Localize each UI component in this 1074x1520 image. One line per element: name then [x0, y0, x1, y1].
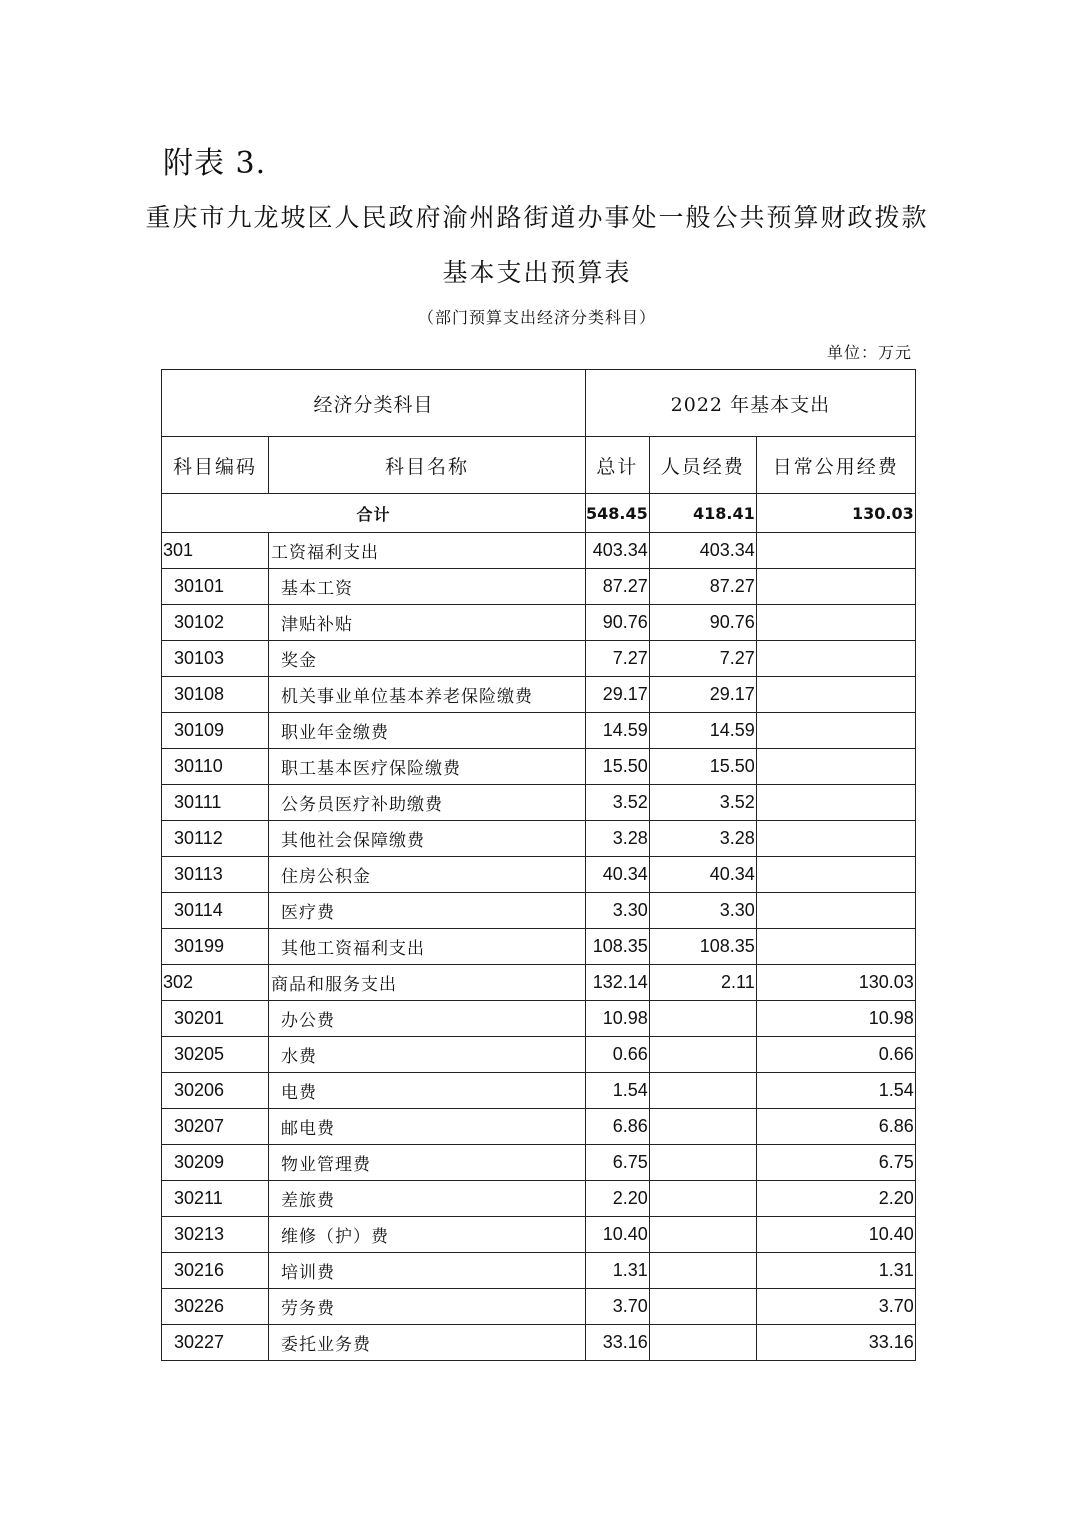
- row-name: 维修（护）费: [269, 1217, 586, 1253]
- row-total: 132.14: [586, 965, 650, 1001]
- row-name: 物业管理费: [269, 1145, 586, 1181]
- table-row: [162, 1289, 916, 1325]
- row-personnel: 3.30: [649, 893, 756, 929]
- row-public: 3.70: [756, 1289, 915, 1325]
- row-total: 6.75: [586, 1145, 650, 1181]
- row-total: 0.66: [586, 1037, 650, 1073]
- table-row: [162, 1253, 916, 1289]
- row-code: 30114: [162, 893, 269, 929]
- row-code: 30207: [162, 1109, 269, 1145]
- row-public: [756, 569, 915, 605]
- row-personnel: [649, 1289, 756, 1325]
- row-name: 商品和服务支出: [269, 965, 586, 1001]
- row-personnel: 2.11: [649, 965, 756, 1001]
- row-code: 30216: [162, 1253, 269, 1289]
- row-public: 2.20: [756, 1181, 915, 1217]
- row-code: 30108: [162, 677, 269, 713]
- row-public: [756, 713, 915, 749]
- row-code: 30101: [162, 569, 269, 605]
- document-title-line1: 重庆市九龙坡区人民政府渝州路街道办事处一般公共预算财政拨款: [145, 203, 929, 232]
- row-name: 公务员医疗补助缴费: [269, 785, 586, 821]
- row-total: 33.16: [586, 1325, 650, 1361]
- row-total: 1.31: [586, 1253, 650, 1289]
- budget-table: [161, 369, 916, 1361]
- row-public: 1.31: [756, 1253, 915, 1289]
- table-row: [162, 749, 916, 785]
- row-name: 差旅费: [269, 1181, 586, 1217]
- document-title-line2: 基本支出预算表: [442, 258, 632, 287]
- table-row: [162, 785, 916, 821]
- table-row: [162, 641, 916, 677]
- table-row: [162, 1145, 916, 1181]
- row-public: [756, 641, 915, 677]
- row-personnel: [649, 1037, 756, 1073]
- row-name: 工资福利支出: [269, 533, 586, 569]
- row-public: 1.54: [756, 1073, 915, 1109]
- row-personnel: [649, 1181, 756, 1217]
- table-row: [162, 965, 916, 1001]
- row-personnel: 29.17: [649, 677, 756, 713]
- row-code: 30113: [162, 857, 269, 893]
- row-name: 电费: [269, 1073, 586, 1109]
- column-header-name: 科目名称: [269, 437, 586, 494]
- row-total: 108.35: [586, 929, 650, 965]
- row-code: 30213: [162, 1217, 269, 1253]
- row-personnel: 108.35: [649, 929, 756, 965]
- row-total: 10.40: [586, 1217, 650, 1253]
- table-row: [162, 1037, 916, 1073]
- row-code: 30110: [162, 749, 269, 785]
- row-personnel: [649, 1253, 756, 1289]
- table-row: [162, 677, 916, 713]
- row-total: 15.50: [586, 749, 650, 785]
- row-public: 10.40: [756, 1217, 915, 1253]
- row-public: [756, 857, 915, 893]
- row-personnel: 90.76: [649, 605, 756, 641]
- row-name: 奖金: [269, 641, 586, 677]
- row-name: 职工基本医疗保险缴费: [269, 749, 586, 785]
- row-personnel: [649, 1073, 756, 1109]
- row-code: 30201: [162, 1001, 269, 1037]
- row-code: 30227: [162, 1325, 269, 1361]
- row-code: 301: [162, 533, 269, 569]
- row-code: 30226: [162, 1289, 269, 1325]
- total-total: 548.45: [586, 494, 650, 533]
- row-public: [756, 533, 915, 569]
- row-public: 0.66: [756, 1037, 915, 1073]
- row-total: 29.17: [586, 677, 650, 713]
- row-name: 津贴补贴: [269, 605, 586, 641]
- row-public: 6.86: [756, 1109, 915, 1145]
- row-personnel: [649, 1217, 756, 1253]
- row-name: 邮电费: [269, 1109, 586, 1145]
- table-row: [162, 1001, 916, 1037]
- row-name: 机关事业单位基本养老保险缴费: [269, 677, 586, 713]
- row-name: 委托业务费: [269, 1325, 586, 1361]
- row-total: 10.98: [586, 1001, 650, 1037]
- column-header-code: 科目编码: [162, 437, 269, 494]
- row-code: 302: [162, 965, 269, 1001]
- column-header-personnel: 人员经费: [649, 437, 756, 494]
- row-name: 办公费: [269, 1001, 586, 1037]
- row-code: 30211: [162, 1181, 269, 1217]
- row-public: [756, 605, 915, 641]
- row-code: 30209: [162, 1145, 269, 1181]
- row-personnel: 3.52: [649, 785, 756, 821]
- group-header-year: 2022 年基本支出: [586, 370, 916, 437]
- total-label: 合计: [162, 494, 586, 533]
- group-header-category: 经济分类科目: [162, 370, 586, 437]
- row-personnel: [649, 1001, 756, 1037]
- row-code: 30206: [162, 1073, 269, 1109]
- table-row: [162, 1109, 916, 1145]
- row-personnel: 14.59: [649, 713, 756, 749]
- row-code: 30111: [162, 785, 269, 821]
- row-name: 住房公积金: [269, 857, 586, 893]
- table-row: [162, 713, 916, 749]
- row-personnel: 15.50: [649, 749, 756, 785]
- table-row: [162, 1181, 916, 1217]
- row-public: [756, 785, 915, 821]
- row-personnel: [649, 1145, 756, 1181]
- row-name: 职业年金缴费: [269, 713, 586, 749]
- row-name: 水费: [269, 1037, 586, 1073]
- row-public: [756, 677, 915, 713]
- row-code: 30112: [162, 821, 269, 857]
- row-personnel: 3.28: [649, 821, 756, 857]
- row-total: 14.59: [586, 713, 650, 749]
- table-row: [162, 533, 916, 569]
- table-row: [162, 929, 916, 965]
- row-total: 2.20: [586, 1181, 650, 1217]
- row-total: 40.34: [586, 857, 650, 893]
- row-total: 403.34: [586, 533, 650, 569]
- row-code: 30205: [162, 1037, 269, 1073]
- row-name: 基本工资: [269, 569, 586, 605]
- group-header-row: [162, 370, 916, 437]
- row-name: 其他社会保障缴费: [269, 821, 586, 857]
- table-row: [162, 605, 916, 641]
- row-personnel: [649, 1109, 756, 1145]
- column-header-row: [162, 437, 916, 494]
- row-code: 30102: [162, 605, 269, 641]
- row-code: 30109: [162, 713, 269, 749]
- row-public: 33.16: [756, 1325, 915, 1361]
- row-total: 3.52: [586, 785, 650, 821]
- total-row: [162, 494, 916, 533]
- row-personnel: 403.34: [649, 533, 756, 569]
- row-public: 130.03: [756, 965, 915, 1001]
- table-row: [162, 893, 916, 929]
- table-row: [162, 1073, 916, 1109]
- total-personnel: 418.41: [649, 494, 756, 533]
- row-total: 7.27: [586, 641, 650, 677]
- row-name: 劳务费: [269, 1289, 586, 1325]
- row-name: 培训费: [269, 1253, 586, 1289]
- unit-label: 单位：万元: [826, 343, 912, 362]
- table-row: [162, 821, 916, 857]
- row-public: [756, 749, 915, 785]
- row-total: 3.28: [586, 821, 650, 857]
- row-total: 87.27: [586, 569, 650, 605]
- row-name: 其他工资福利支出: [269, 929, 586, 965]
- row-total: 3.30: [586, 893, 650, 929]
- table-row: [162, 1325, 916, 1361]
- row-personnel: 7.27: [649, 641, 756, 677]
- column-header-public: 日常公用经费: [756, 437, 915, 494]
- row-public: 6.75: [756, 1145, 915, 1181]
- column-header-total: 总计: [586, 437, 650, 494]
- row-personnel: [649, 1325, 756, 1361]
- row-public: [756, 821, 915, 857]
- row-total: 3.70: [586, 1289, 650, 1325]
- row-total: 6.86: [586, 1109, 650, 1145]
- row-personnel: 40.34: [649, 857, 756, 893]
- appendix-label: 附表 3.: [163, 146, 267, 181]
- table-row: [162, 1217, 916, 1253]
- row-public: [756, 929, 915, 965]
- row-public: [756, 893, 915, 929]
- table-row: [162, 569, 916, 605]
- row-public: 10.98: [756, 1001, 915, 1037]
- row-personnel: 87.27: [649, 569, 756, 605]
- table-row: [162, 857, 916, 893]
- row-code: 30199: [162, 929, 269, 965]
- total-public: 130.03: [756, 494, 915, 533]
- row-total: 1.54: [586, 1073, 650, 1109]
- row-code: 30103: [162, 641, 269, 677]
- document-subtitle: （部门预算支出经济分类科目）: [417, 308, 656, 327]
- row-name: 医疗费: [269, 893, 586, 929]
- row-total: 90.76: [586, 605, 650, 641]
